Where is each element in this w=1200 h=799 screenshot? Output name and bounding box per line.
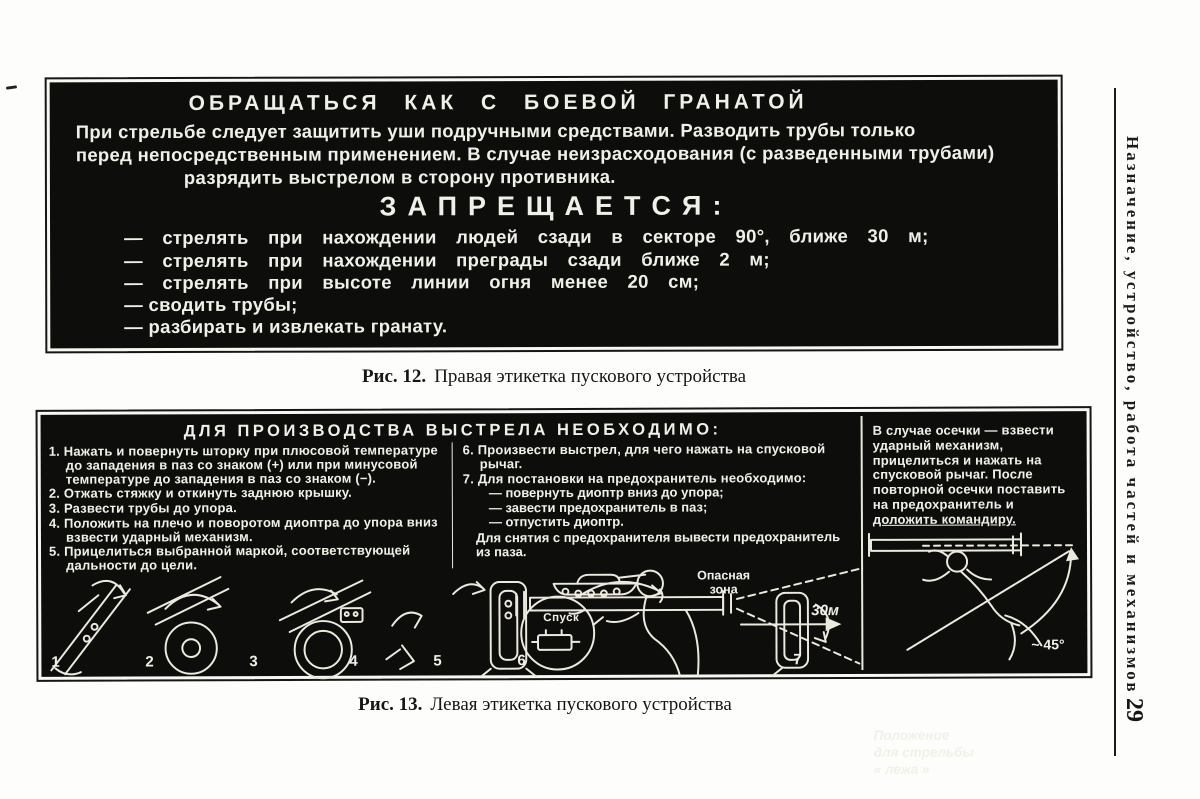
item-number: 6. xyxy=(462,442,474,458)
instruction-item xyxy=(49,443,444,486)
fig13-middle-column xyxy=(453,441,861,568)
fig13-left-column xyxy=(45,442,453,573)
angle-label: ~ 45° xyxy=(1031,636,1065,653)
trigger-label: Спуск xyxy=(543,611,580,625)
instruction-item xyxy=(463,471,857,486)
item-number: 4. xyxy=(48,515,61,531)
danger-zone-label: Опасная зона xyxy=(697,568,751,597)
forbidden-item: — разбирать и извлекать гранату. xyxy=(124,315,448,338)
instruction-item xyxy=(49,486,444,501)
forbidden-item: — стрелять при нахождении преграды сзади ближе 2 м; xyxy=(124,247,770,271)
fig12-caption-number: Рис. 12. xyxy=(361,366,427,387)
fig13-caption xyxy=(36,694,1054,716)
forbidden-item: — сводить трубы; xyxy=(124,293,298,316)
instruction-subitem: — завести предохранитель в паз; xyxy=(488,499,708,516)
instruction-item xyxy=(463,442,857,471)
step-number: 2 xyxy=(145,653,154,671)
fig12-black-field xyxy=(50,80,1059,349)
item-text: Нажать и повернуть шторку при плюсовой температуре до западения в паз со знаком (+) или при минусовой температуре до западения в паз со знаком (−). xyxy=(63,442,439,487)
fig12-title: ОБРАЩАТЬСЯ КАК С БОЕВОЙ ГРАНАТОЙ xyxy=(188,90,808,115)
misfire-note xyxy=(873,423,1075,527)
item-number: 2. xyxy=(48,486,61,502)
item-number: 5. xyxy=(48,544,61,560)
forbidden-item: — стрелять при высоте линии огня менее 20 см; xyxy=(124,270,700,293)
fig13-caption-number: Рис. 13. xyxy=(358,694,423,715)
step-number: 5 xyxy=(433,652,442,670)
scan-artifact xyxy=(6,85,17,90)
fig13-main-area xyxy=(45,416,862,673)
fig12-body-line: перед непосредственным применением. В случае неизрасходования (с разведенными трубами) xyxy=(75,141,995,166)
item-text: Прицелиться выбранной маркой, соответствующей дальности до цели. xyxy=(64,542,411,573)
step-number: 4 xyxy=(349,652,358,670)
step-number: 1 xyxy=(51,653,60,671)
fig12-body-line: разрядить выстрелом в сторону противника. xyxy=(183,166,616,189)
fig12-forbidden-heading: ЗАПРЕЩАЕТСЯ: xyxy=(379,190,733,222)
fig12-forbidden-list xyxy=(76,225,1036,338)
step-number: 7 xyxy=(793,651,802,669)
step-number: 6 xyxy=(517,652,526,670)
fig12-caption xyxy=(45,366,1063,388)
misfire-note-text: В случае осечки — взвести ударный механизм, прицелиться и нажать на спусковой рычаг. После повторной осечки поставить на предохранитель и xyxy=(872,422,1066,512)
distance-label: 30м xyxy=(811,602,840,620)
prone-position-figure xyxy=(863,519,1086,777)
item-text: Для постановки на предохранитель необходимо: xyxy=(477,469,807,486)
margin-rule xyxy=(1114,88,1116,756)
item-number: 7. xyxy=(462,470,475,486)
item-text: Развести трубы до упора. xyxy=(63,500,237,516)
fig12-body-line: При стрельбе следует защитить уши подручными средствами. Разводить трубы только xyxy=(75,119,916,143)
fig13-caption-text: Левая этикетка пускового устройства xyxy=(430,694,732,715)
fig12-label-panel xyxy=(45,75,1064,354)
fig13-text-columns xyxy=(45,441,861,573)
forbidden-item: — стрелять при нахождении людей сзади в секторе 90°, ближе 30 м; xyxy=(124,225,929,249)
misfire-note-underlined: доложить командиру. xyxy=(872,511,1017,527)
item-text: Отжать стяжку и откинуть заднюю крышку. xyxy=(63,485,353,502)
item-number: 1. xyxy=(48,443,60,459)
position-label: Положение для стрельбы « лежа » xyxy=(873,727,974,777)
item-text: Произвести выстрел, для чего нажать на спусковой рычаг. xyxy=(477,441,826,472)
safety-release-note: Для снятия с предохранителя вывести предохранитель из паза. xyxy=(475,528,841,560)
fig13-right-column xyxy=(861,415,1084,777)
instruction-subitem: — повернуть диоптр вниз до упора; xyxy=(488,484,724,501)
step-number: 3 xyxy=(249,653,258,671)
fig13-title: ДЛЯ ПРОИЗВОДСТВА ВЫСТРЕЛА НЕОБХОДИМО: xyxy=(183,420,722,441)
page-number: 29 xyxy=(1121,698,1147,722)
fig13-illustration-strip xyxy=(45,567,861,673)
item-text: Положить на плечо и поворотом диоптра до упора вниз взвести ударный механизм. xyxy=(63,514,438,545)
margin-chapter-title: Назначение, устройство, работа частей и механизмов xyxy=(1123,136,1142,695)
item-number: 3. xyxy=(48,500,61,516)
instruction-subitem: — отпустить диоптр. xyxy=(488,514,624,530)
instruction-item xyxy=(49,500,444,515)
instruction-item xyxy=(49,515,444,544)
fig12-caption-text: Правая этикетка пускового устройства xyxy=(434,366,747,387)
